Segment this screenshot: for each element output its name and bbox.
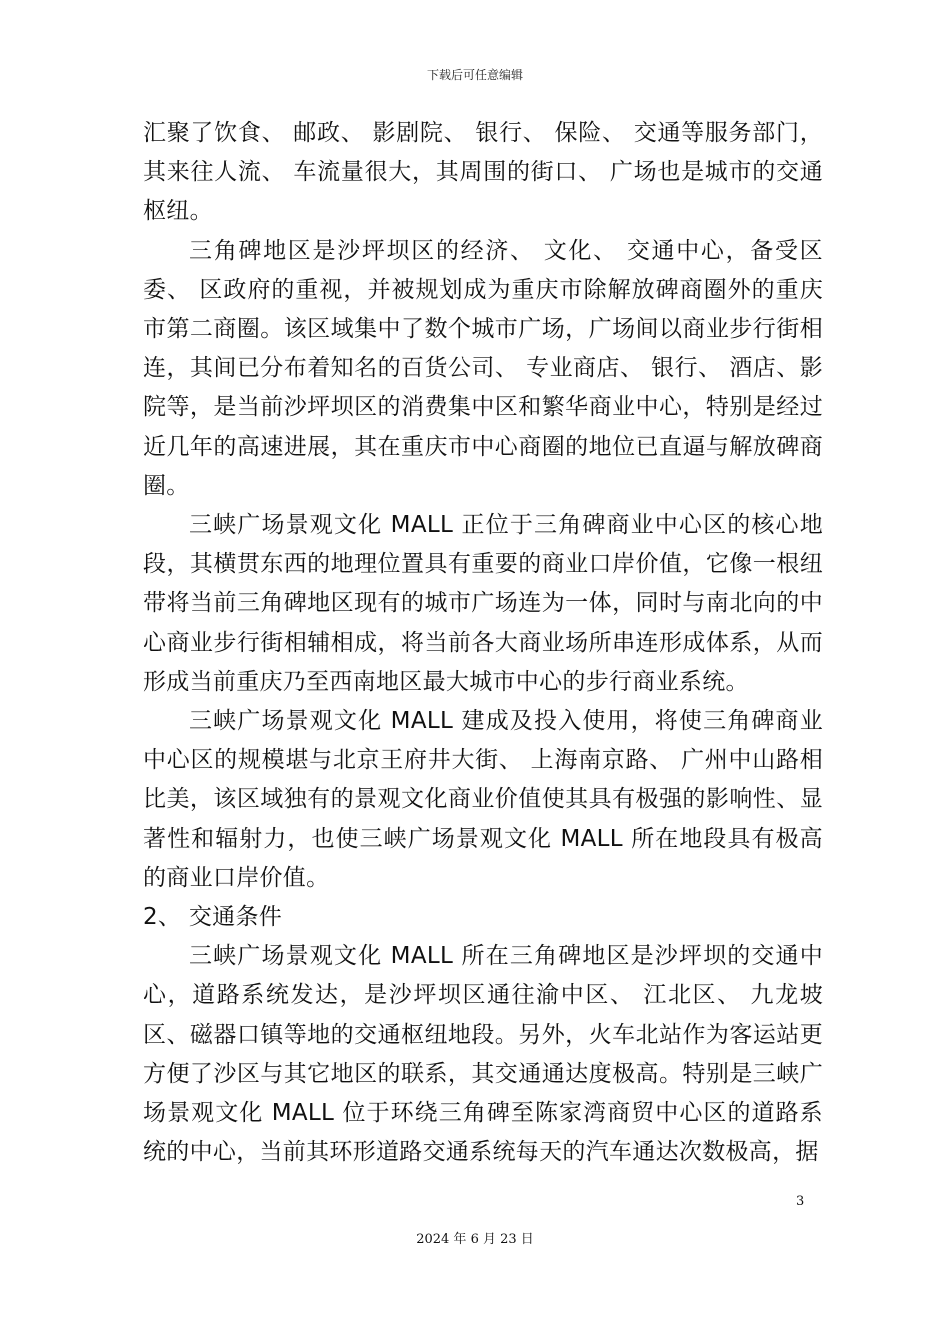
section-heading-traffic: 2、 交通条件 <box>143 904 283 931</box>
paragraph-mall-value: 三峡广场景观文化 MALL 建成及投入使用，将使三角碑商业中心区的规模堪与北京王府井大街、 上海南京路、 广州中山路相比美，该区域独有的景观文化商业价值使其具有极强的影响性、显著性和辐射力，也使三峡广场景观文化 MALL 所在地段具有极高的商业口岸价值。 <box>143 708 823 891</box>
page-header: 下载后可任意编辑 <box>426 68 523 82</box>
page-footer-date: 2024 年 6 月 23 日 <box>416 1232 534 1247</box>
page-number: 3 <box>796 1194 805 1209</box>
paragraph-mall-location: 三峡广场景观文化 MALL 正位于三角碑商业中心区的核心地段，其横贯东西的地理位置具有重要的商业口岸价值，它像一根纽带将当前三角碑地区现有的城市广场连为一体，同时与南北向的中心商业步行街相辅相成，将当前各大商业场所串连形成体系，从而形成当前重庆乃至西南地区最大城市中心的步行商业系统。 <box>143 512 823 695</box>
paragraph-traffic: 三峡广场景观文化 MALL 所在三角碑地区是沙坪坝的交通中心，道路系统发达，是沙坪坝区通往渝中区、 江北区、 九龙坡区、磁器口镇等地的交通枢纽地段。另外，火车北站作为客运站更方便了沙区与其它地区的联系，其交通通达度极高。特别是三峡广场景观文化 MALL 位于环绕三角碑至陈家湾商贸中心区的道路系统的中心，当前其环形道路交通系统每天的汽车通达次数极高，据 <box>143 943 823 1166</box>
paragraph-district-overview: 三角碑地区是沙坪坝区的经济、 文化、 交通中心，备受区委、 区政府的重视，并被规划成为重庆市除解放碑商圈外的重庆市第二商圈。该区域集中了数个城市广场，广场间以商业步行街相连，其间已分布着知名的百货公司、 专业商店、 银行、 酒店、影院等，是当前沙坪坝区的消费集中区和繁华商业中心，特别是经过近几年的高速进展，其在重庆市中心商圈的地位已直逼与解放碑商圈。 <box>143 237 823 499</box>
document-body <box>143 114 823 1172</box>
paragraph-continuation: 汇聚了饮食、 邮政、 影剧院、 银行、 保险、 交通等服务部门，其来往人流、 车流量很大，其周围的街口、 广场也是城市的交通枢纽。 <box>143 120 823 225</box>
